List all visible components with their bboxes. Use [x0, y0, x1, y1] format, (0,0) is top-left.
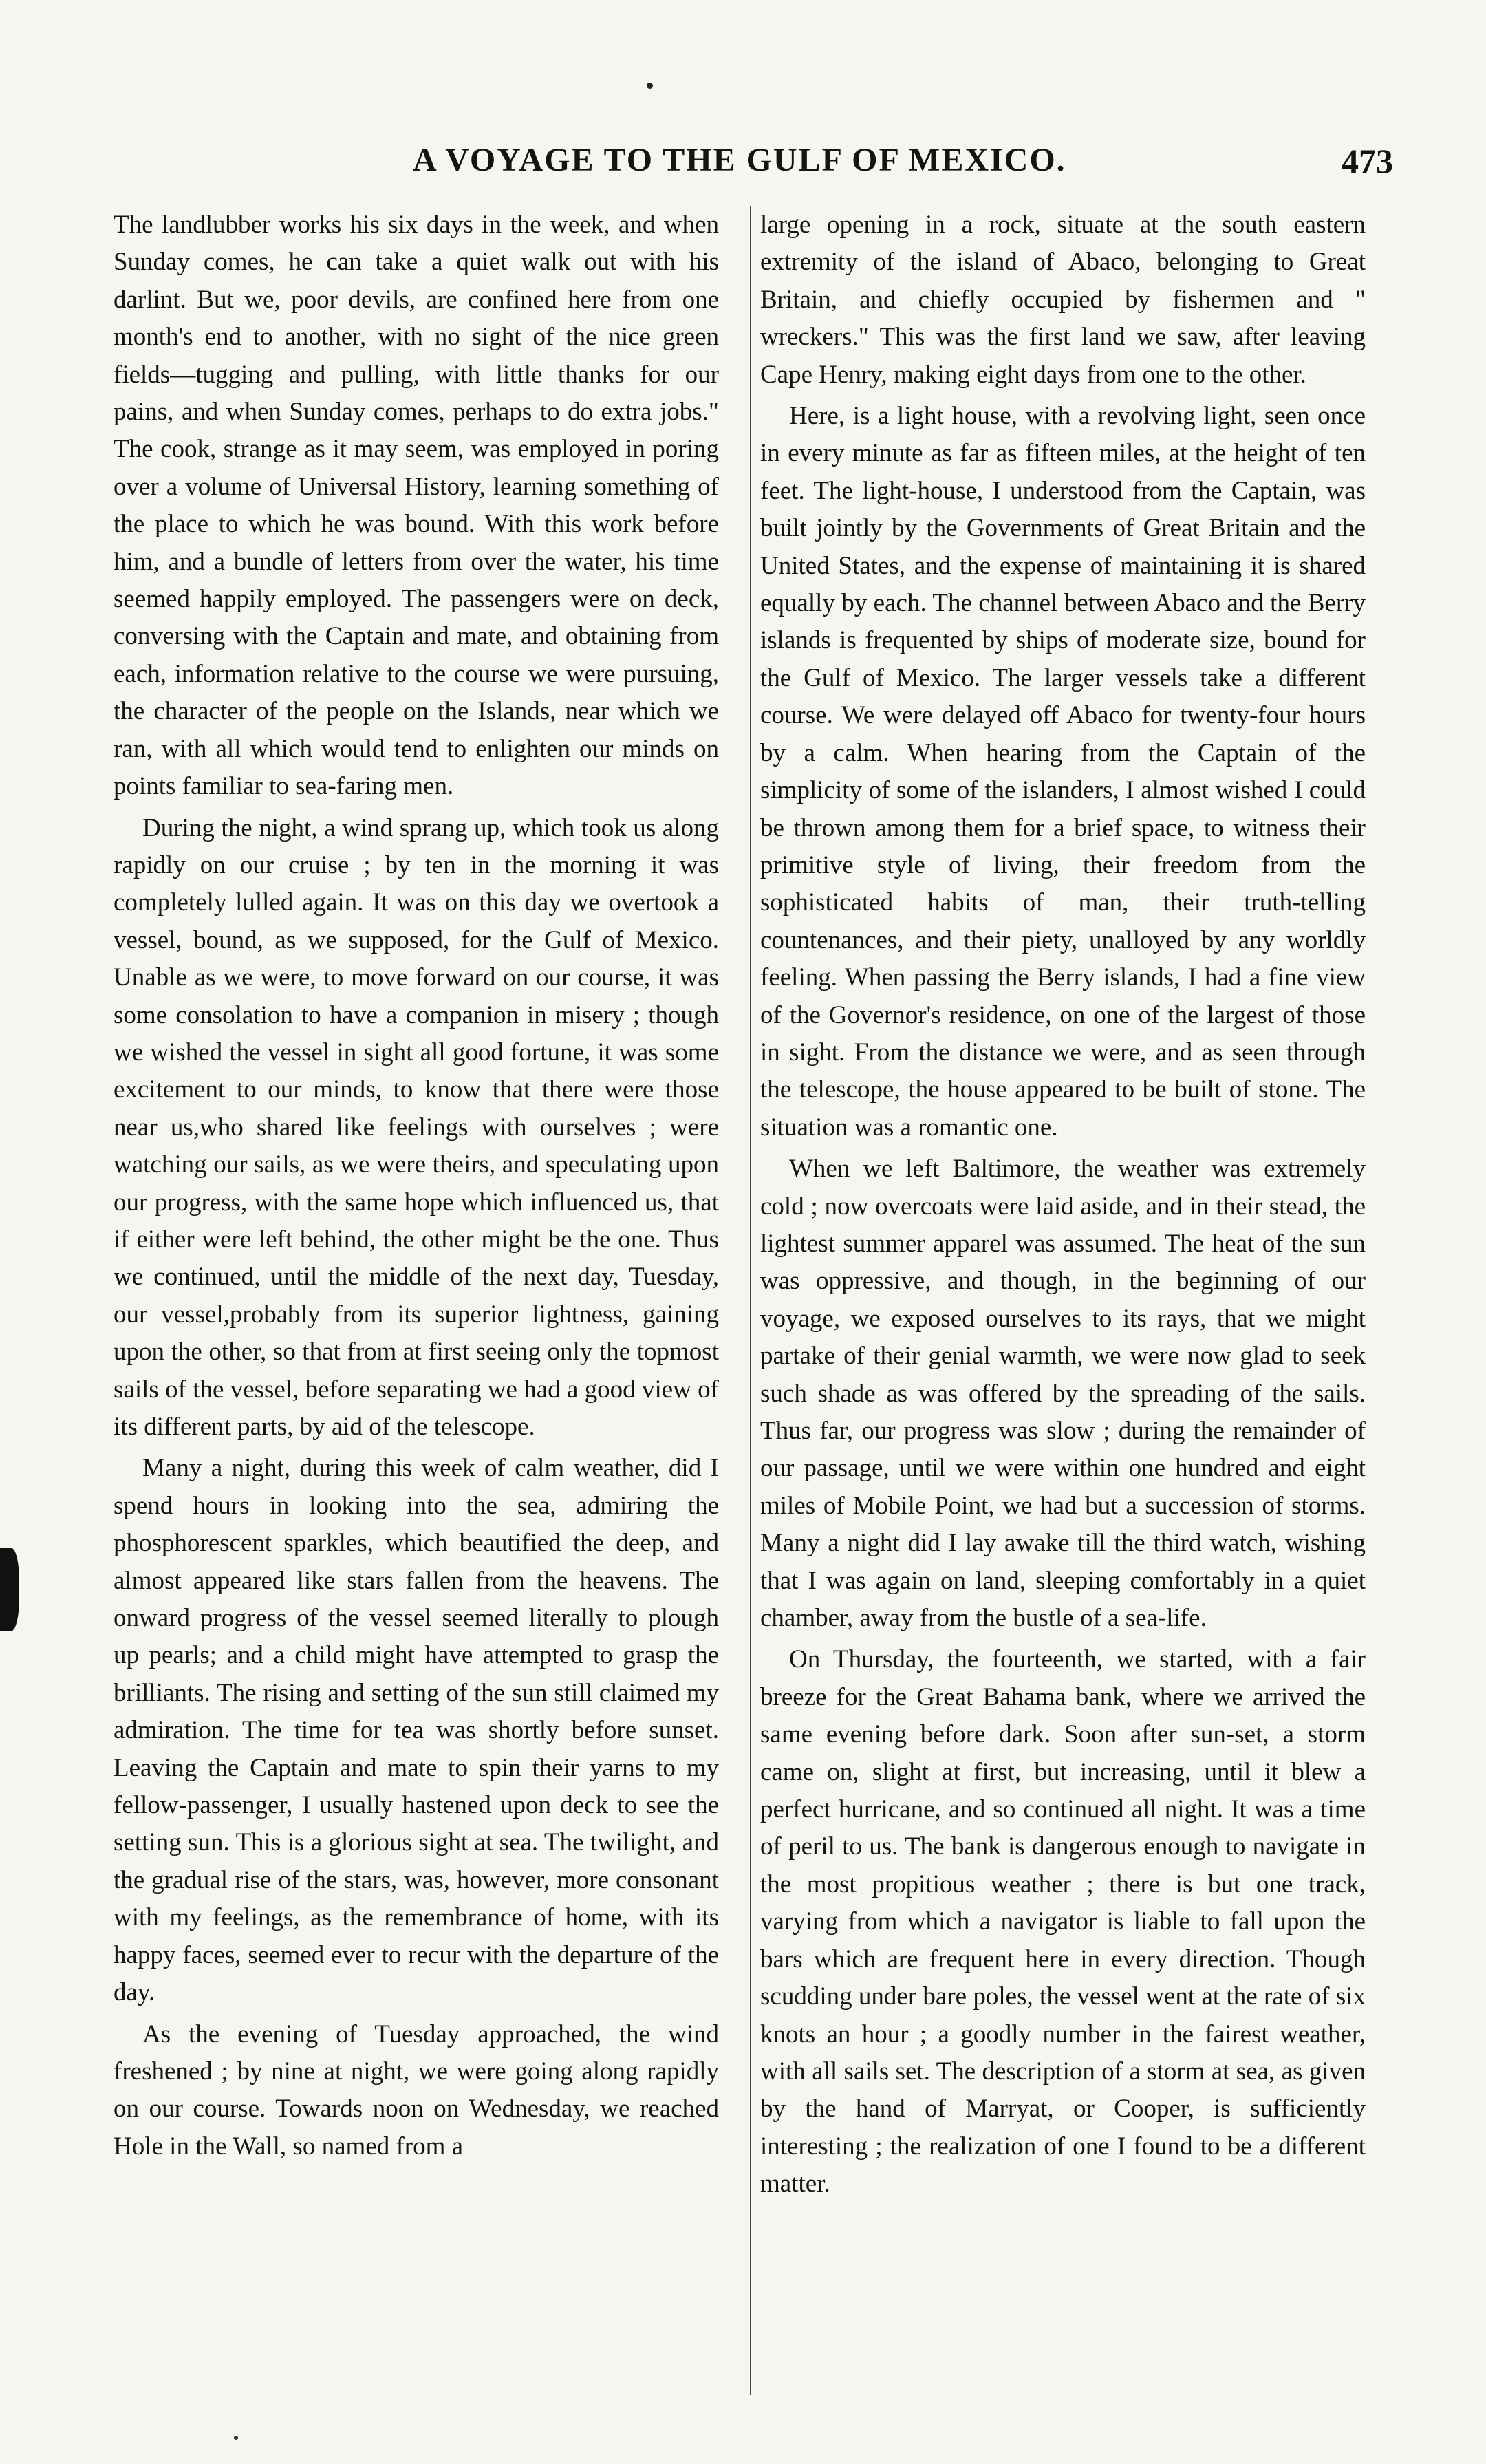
- binding-mark: [0, 1548, 19, 1631]
- ink-speck: [234, 2436, 238, 2440]
- right-column: [760, 206, 1366, 2203]
- paragraph: large opening in a rock, situate at the south eastern extremity of the island of Abaco, belonging to Great Britain, and chiefly occupied by fishermen and " wreckers." This was the first land we saw, after leaving Cape Henry, making eight days from one to the other.: [760, 211, 1366, 389]
- printer-dot: [647, 83, 653, 89]
- page-number: 473: [1342, 142, 1393, 180]
- paragraph: The landlubber works his six days in the week, and when Sunday comes, he can take a quiet walk out with his darlint. But we, poor devils, are confined here from one month's end to another, with no sight of the nice green fields—tugging and pulling, with little thanks for our pains, and when Sunday comes, perhaps to do extra jobs." The cook, strange as it may seem, was employed in poring over a volume of Universal History, learning something of the place to which he was bound. With this work before him, and a bundle of letters from over the water, his time seemed happily employed. The passengers were on deck, conversing with the Captain and mate, and obtaining from each, information relative to the course we were pursuing, the character of the people on the Islands, near which we ran, with all which would tend to enlighten our minds on points familiar to sea-faring men.: [114, 211, 719, 801]
- paragraph: During the night, a wind sprang up, which took us along rapidly on our cruise ; by ten in the morning it was completely lulled again. It was on this day we overtook a vessel, bound, as we supposed, for the Gulf of Mexico. Unable as we were, to move forward on our course, it was some consolation to have a companion in misery ; though we wished the vessel in sight all good fortune, it was some excitement to our minds, to know that there were those near us,who shared like feelings with ourselves ; were watching our sails, as we were theirs, and speculating upon our progress, with the same hope which influenced us, that if either were left behind, the other might be the one. Thus we continued, until the middle of the next day, Tuesday, our vessel,probably from its superior lightness, gaining upon the other, so that from at first seeing only the topmost sails of the vessel, before separating we had a good view of its different parts, by aid of the telescope.: [114, 813, 719, 1441]
- paragraph: As the evening of Tuesday approached, the wind freshened ; by nine at night, we were going along rapidly on our course. Towards noon on Wednesday, we reached Hole in the Wall, so named from a: [114, 2020, 719, 2161]
- left-column: [114, 206, 719, 2165]
- column-rule: [750, 206, 751, 2395]
- paragraph: Here, is a light house, with a revolving light, seen once in every minute as far as fifteen miles, at the height of ten feet. The light-house, I understood from the Captain, was built jointly by the Governments of Great Britain and the United States, and the expense of maintaining it is shared equally by each. The channel between Abaco and the Berry islands is frequented by ships of moderate size, bound for the Gulf of Mexico. The larger vessels take a different course. We were delayed off Abaco for twenty-four hours by a calm. When hearing from the Captain of the simplicity of some of the islanders, I almost wished I could be thrown among them for a brief space, to witness their primitive style of living, their freedom from the sophisticated habits of man, their truth-telling countenances, and their piety, unalloyed by any worldly feeling. When passing the Berry islands, I had a fine view of the Governor's residence, on one of the largest of those in sight. From the distance we were, and as seen through the telescope, the house appeared to be built of stone. The situation was a romantic one.: [760, 402, 1366, 1142]
- paragraph: On Thursday, the fourteenth, we started, with a fair breeze for the Great Bahama bank, where we arrived the same evening before dark. Soon after sun-set, a storm came on, slight at first, but increasing, until it blew a perfect hurricane, and so continued all night. It was a time of peril to us. The bank is dangerous enough to navigate in the most propitious weather ; there is but one track, varying from which a navigator is liable to fall upon the bars which are frequent here in every direction. Though scudding under bare poles, the vessel went at the rate of six knots an hour ; a goodly number in the fairest weather, with all sails set. The description of a storm at sea, as given by the hand of Marryat, or Cooper, is sufficiently interesting ; the realization of one I found to be a different matter.: [760, 1645, 1366, 2198]
- running-head: A VOYAGE TO THE GULF OF MEXICO.: [413, 142, 1066, 178]
- paragraph: Many a night, during this week of calm weather, did I spend hours in looking into the sea, admiring the phosphorescent sparkles, which beautified the deep, and almost appeared like stars fallen from the heavens. The onward progress of the vessel seemed literally to plough up pearls; and a child might have attempted to grasp the brilliants. The rising and setting of the sun still claimed my admiration. The time for tea was shortly before sunset. Leaving the Captain and mate to spin their yarns to my fellow-passenger, I usually hastened upon deck to see the setting sun. This is a glorious sight at sea. The twilight, and the gradual rise of the stars, was, however, more consonant with my feelings, as the remembrance of home, with its happy faces, seemed ever to recur with the departure of the day.: [114, 1454, 719, 2007]
- paragraph: When we left Baltimore, the weather was extremely cold ; now overcoats were laid aside, and in their stead, the lightest summer apparel was assumed. The heat of the sun was oppressive, and though, in the beginning of our voyage, we exposed ourselves to its rays, that we might partake of their genial warmth, we were now glad to seek such shade as was offered by the spreading of the sails. Thus far, our progress was slow ; during the remainder of our passage, until we were within one hundred and eight miles of Mobile Point, we had but a succession of storms. Many a night did I lay awake till the third watch, wishing that I was again on land, sleeping comfortably in a quiet chamber, away from the bustle of a sea-life.: [760, 1155, 1366, 1633]
